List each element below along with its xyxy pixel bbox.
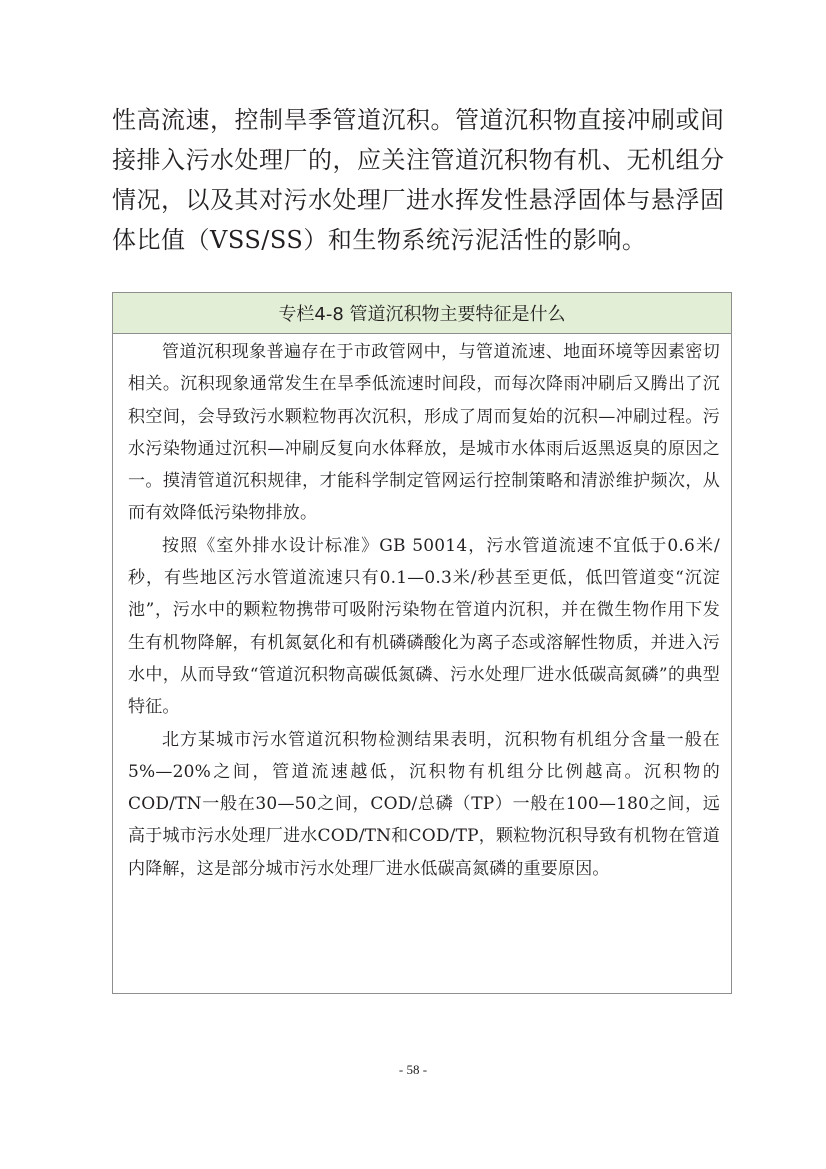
intro-text — [112, 100, 740, 260]
page-number: - 58 - — [398, 1062, 428, 1077]
box-paragraph: 管道沉积现象普遍存在于市政管网中，与管道流速、地面环境等因素密切相关。沉积现象通常发生在旱季低流速时间段，而每次降雨冲刷后又腾出了沉积空间，会导致污水颗粒物再次沉积，形成了周而复始的沉积—冲刷过程。污水污染物通过沉积—冲刷反复向水体释放，是城市水体雨后返黑返臭的原因之一。摸清管道沉积规律，才能科学制定管网运行控制策略和清淤维护频次，从而有效降低污染物排放。 — [128, 342, 720, 524]
box-title: 专栏4-8 管道沉积物主要特征是什么 — [113, 293, 731, 334]
intro-paragraph: 性高流速，控制旱季管道沉积。管道沉积物直接冲刷或间接排入污水处理厂的，应关注管道沉积物有机、无机组分情况，以及其对污水处理厂进水挥发性悬浮固体与悬浮固体比值（VSS/SS）和生物系统污泥活性的影响。 — [112, 106, 725, 254]
box-body — [113, 336, 731, 885]
sidebar-box — [112, 292, 732, 994]
box-paragraph: 按照《室外排水设计标准》GB 50014，污水管道流速不宜低于0.6米/秒，有些地区污水管道流速只有0.1—0.3米/秒甚至更低，低凹管道变“沉淀池”，污水中的颗粒物携带可吸附污染物在管道内沉积，并在微生物作用下发生有机物降解，有机氮氨化和有机磷磷酸化为离子态或溶解性物质，并进入污水中，从而导致“管道沉积物高碳低氮磷、污水处理厂进水低碳高氮磷”的典型特征。 — [128, 535, 720, 718]
box-paragraph: 北方某城市污水管道沉积物检测结果表明，沉积物有机组分含量一般在5%—20%之间，管道流速越低，沉积物有机组分比例越高。沉积物的COD/TN一般在30—50之间，COD/总磷（TP）一般在100—180之间，远高于城市污水处理厂进水COD/TN和COD/TP，颗粒物沉积导致有机物在管道内降解，这是部分城市污水处理厂进水低碳高氮磷的重要原因。 — [128, 729, 720, 879]
